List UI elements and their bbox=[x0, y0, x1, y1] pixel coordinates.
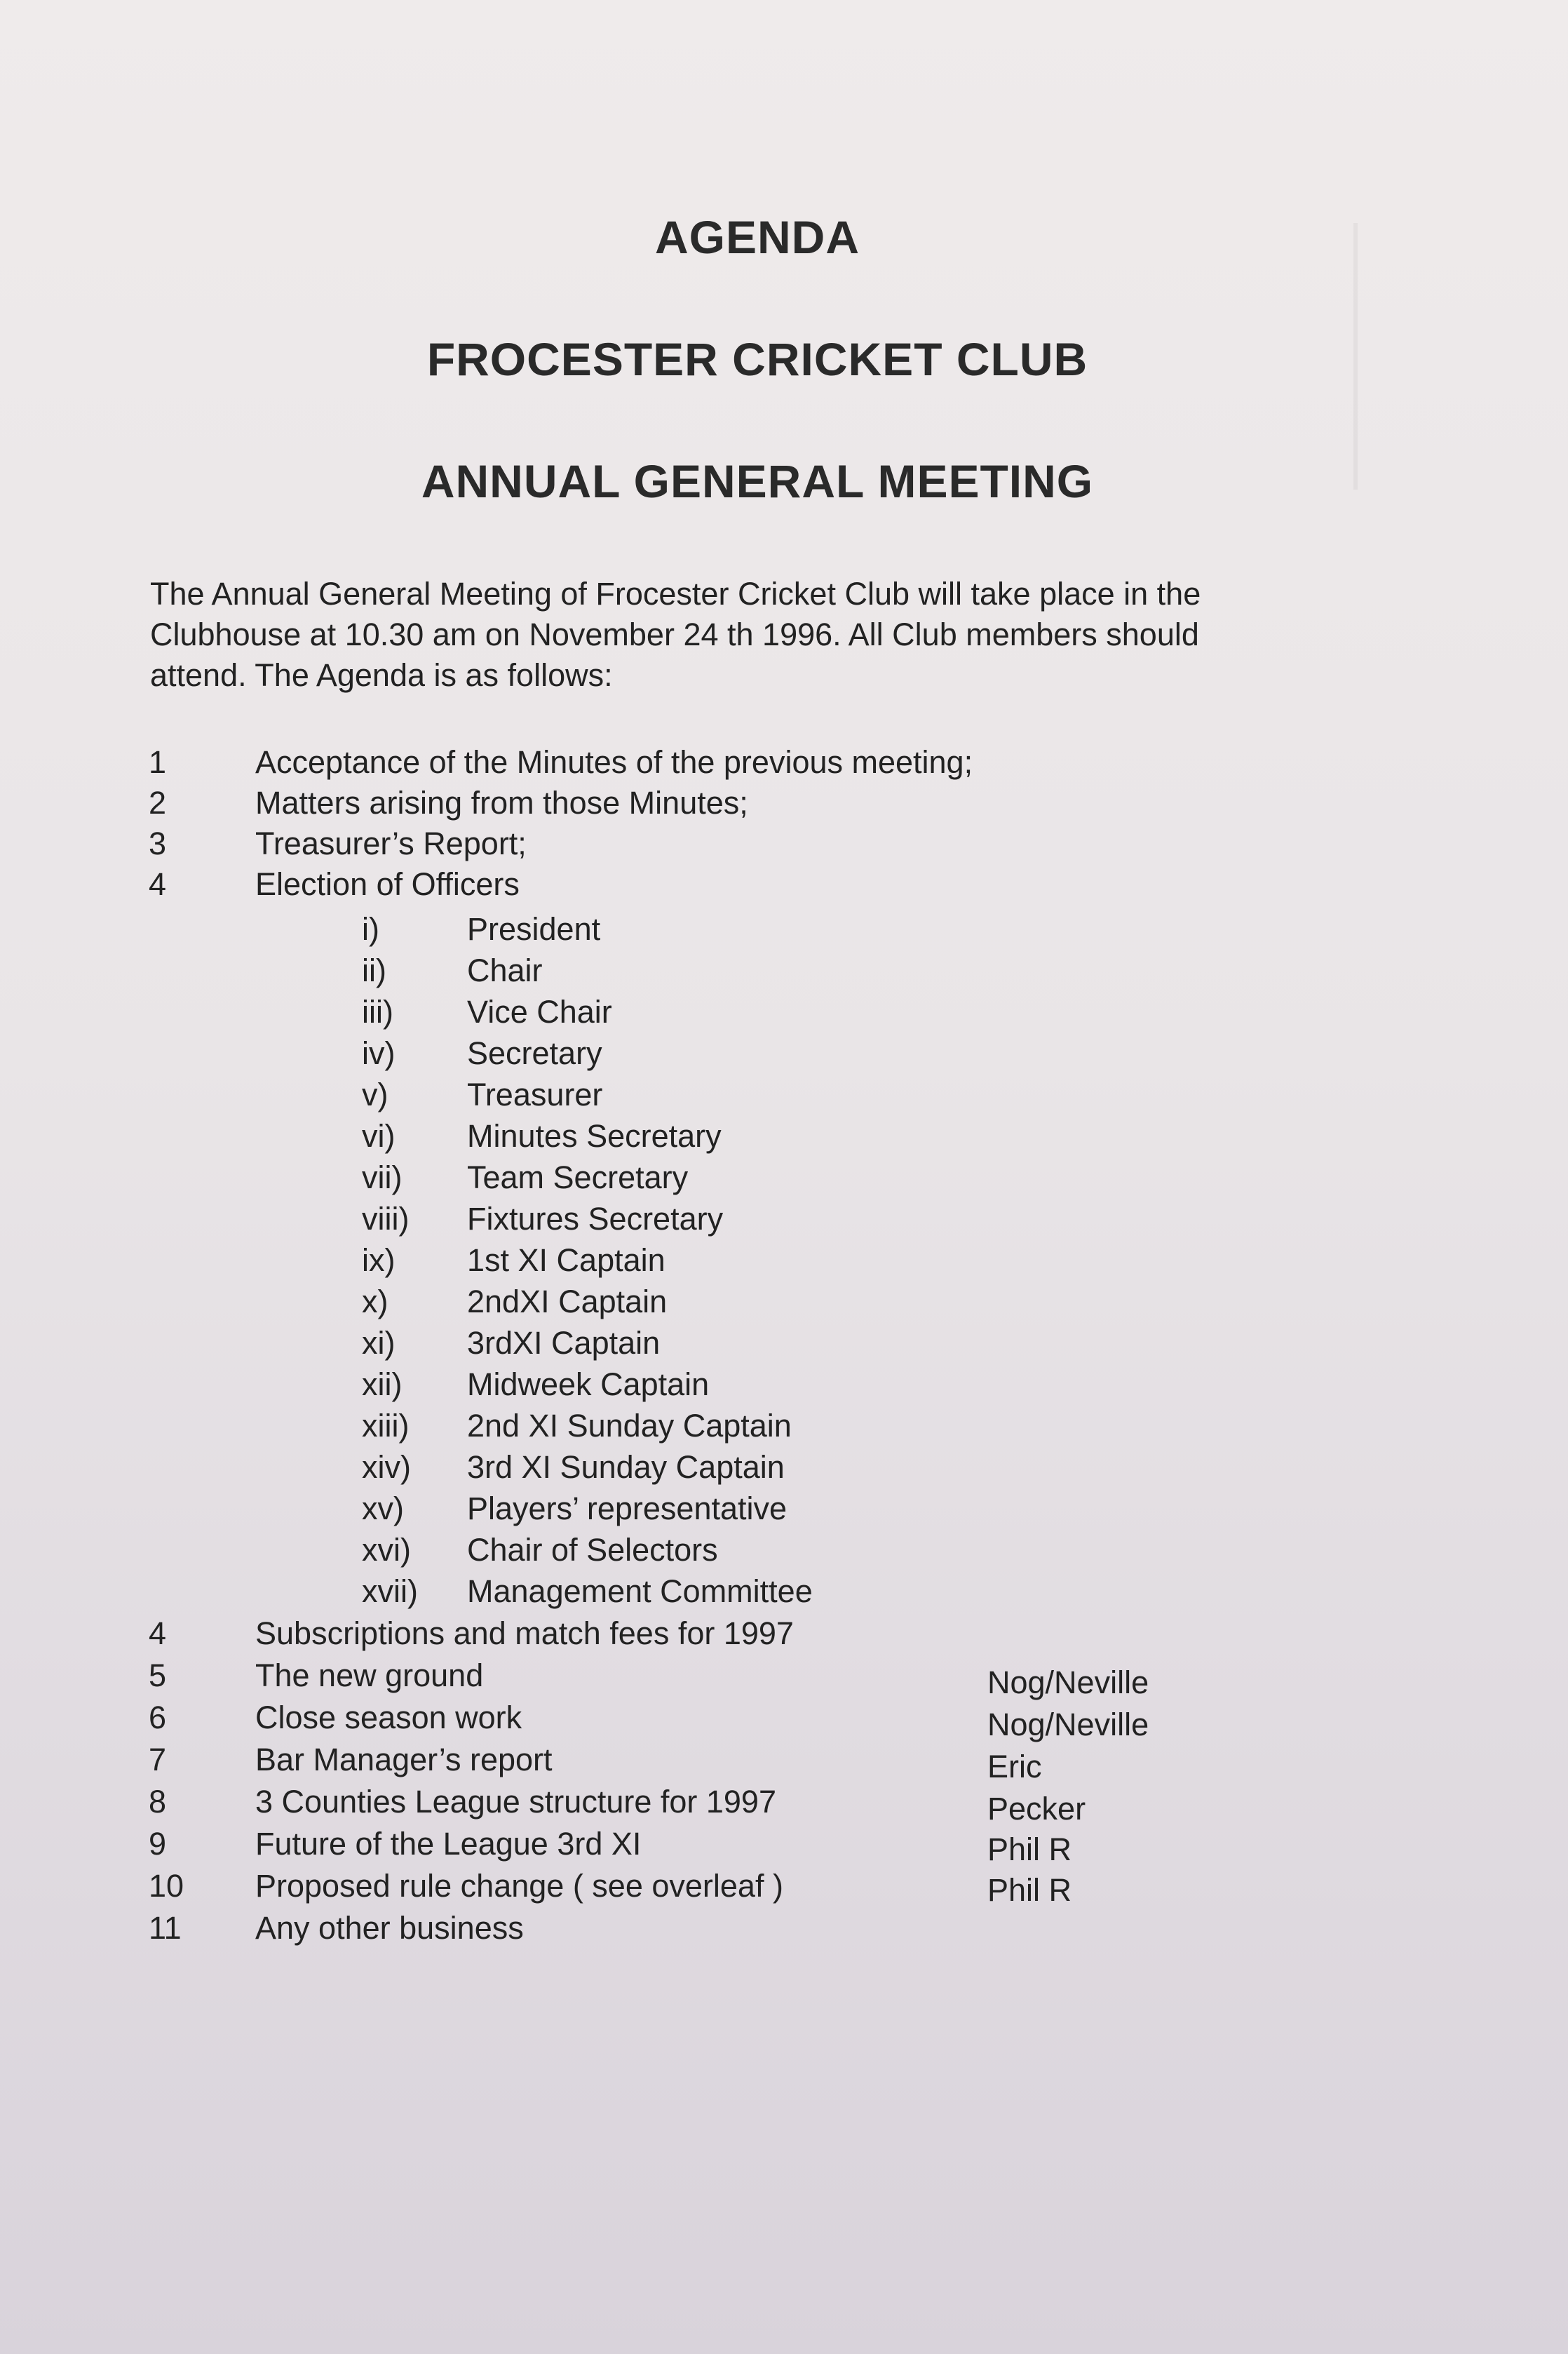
item-number: 1 bbox=[149, 744, 167, 780]
item-text: Proposed rule change ( see overleaf ) bbox=[255, 1868, 783, 1904]
item-text: Matters arising from those Minutes; bbox=[255, 785, 748, 821]
owner-name: Nog/Neville bbox=[987, 1664, 1149, 1700]
officer-title: 3rdXI Captain bbox=[467, 1325, 661, 1361]
owner-name: Eric bbox=[987, 1749, 1042, 1784]
item-number: 3 bbox=[149, 826, 167, 861]
item-number: 2 bbox=[149, 785, 167, 821]
owner-name: Nog/Neville bbox=[987, 1707, 1149, 1742]
officer-title: Management Committee bbox=[467, 1573, 813, 1609]
owner-name: Phil R bbox=[987, 1831, 1072, 1867]
officer-title: Chair of Selectors bbox=[467, 1532, 718, 1568]
officer-number: i) bbox=[362, 911, 379, 947]
officer-title: 3rd XI Sunday Captain bbox=[467, 1449, 785, 1485]
officer-number: iii) bbox=[362, 994, 393, 1030]
intro-line: Clubhouse at 10.30 am on November 24 th 1996. All Club members should bbox=[150, 617, 1199, 652]
officer-title: Vice Chair bbox=[467, 994, 612, 1030]
officer-number: xiv) bbox=[362, 1449, 411, 1485]
item-text: Bar Manager’s report bbox=[255, 1742, 553, 1777]
officer-number: xiii) bbox=[362, 1408, 410, 1444]
page-title: AGENDA bbox=[654, 211, 860, 263]
item-number: 9 bbox=[149, 1826, 167, 1862]
officer-number: ii) bbox=[362, 953, 386, 988]
item-text: 3 Counties League structure for 1997 bbox=[255, 1784, 776, 1820]
officer-title: President bbox=[467, 911, 601, 947]
intro-line: The Annual General Meeting of Frocester Cricket Club will take place in the bbox=[150, 576, 1201, 612]
intro-paragraph bbox=[150, 574, 1342, 696]
officer-number: xvi) bbox=[362, 1532, 411, 1568]
officer-number: iv) bbox=[362, 1035, 396, 1071]
officer-title: 2ndXI Captain bbox=[467, 1284, 668, 1319]
owner-name: Pecker bbox=[987, 1791, 1086, 1827]
officer-title: Minutes Secretary bbox=[467, 1118, 722, 1154]
item-text: Election of Officers bbox=[255, 866, 520, 902]
club-name: FROCESTER CRICKET CLUB bbox=[426, 333, 1088, 385]
item-number: 4 bbox=[149, 866, 167, 902]
officer-number: vii) bbox=[362, 1159, 403, 1195]
owner-name: Phil R bbox=[987, 1872, 1072, 1908]
officer-title: Fixtures Secretary bbox=[467, 1201, 724, 1237]
officer-title: 2nd XI Sunday Captain bbox=[467, 1408, 792, 1444]
item-number: 11 bbox=[149, 1910, 182, 1946]
item-number: 8 bbox=[149, 1784, 167, 1820]
officer-title: Midweek Captain bbox=[467, 1366, 710, 1402]
officer-number: vi) bbox=[362, 1118, 396, 1154]
item-text: Close season work bbox=[255, 1700, 522, 1735]
officer-title: Team Secretary bbox=[467, 1159, 689, 1195]
officer-number: ix) bbox=[362, 1242, 396, 1278]
item-number: 4 bbox=[149, 1615, 167, 1651]
item-number: 5 bbox=[149, 1657, 167, 1693]
item-text: Treasurer’s Report; bbox=[255, 826, 527, 861]
item-text: The new ground bbox=[255, 1657, 484, 1693]
officer-title: Players’ representative bbox=[467, 1491, 788, 1526]
item-text: Subscriptions and match fees for 1997 bbox=[255, 1615, 794, 1651]
item-text: Acceptance of the Minutes of the previous meeting; bbox=[255, 744, 973, 780]
officer-number: viii) bbox=[362, 1201, 410, 1237]
officer-number: xii) bbox=[362, 1366, 403, 1402]
officer-number: xvii) bbox=[362, 1573, 418, 1609]
item-number: 7 bbox=[149, 1742, 167, 1777]
officer-number: v) bbox=[362, 1077, 388, 1112]
item-text: Any other business bbox=[255, 1910, 524, 1946]
officer-title: 1st XI Captain bbox=[467, 1242, 665, 1278]
item-text: Future of the League 3rd XI bbox=[255, 1826, 642, 1862]
officer-title: Treasurer bbox=[467, 1077, 603, 1112]
officer-title: Secretary bbox=[467, 1035, 602, 1071]
officer-number: x) bbox=[362, 1284, 388, 1319]
officer-title: Chair bbox=[467, 953, 543, 988]
meeting-title: ANNUAL GENERAL MEETING bbox=[421, 455, 1094, 507]
item-number: 10 bbox=[149, 1868, 184, 1904]
intro-line: attend. The Agenda is as follows: bbox=[150, 657, 613, 693]
officer-number: xv) bbox=[362, 1491, 404, 1526]
item-number: 6 bbox=[149, 1700, 167, 1735]
officer-number: xi) bbox=[362, 1325, 396, 1361]
